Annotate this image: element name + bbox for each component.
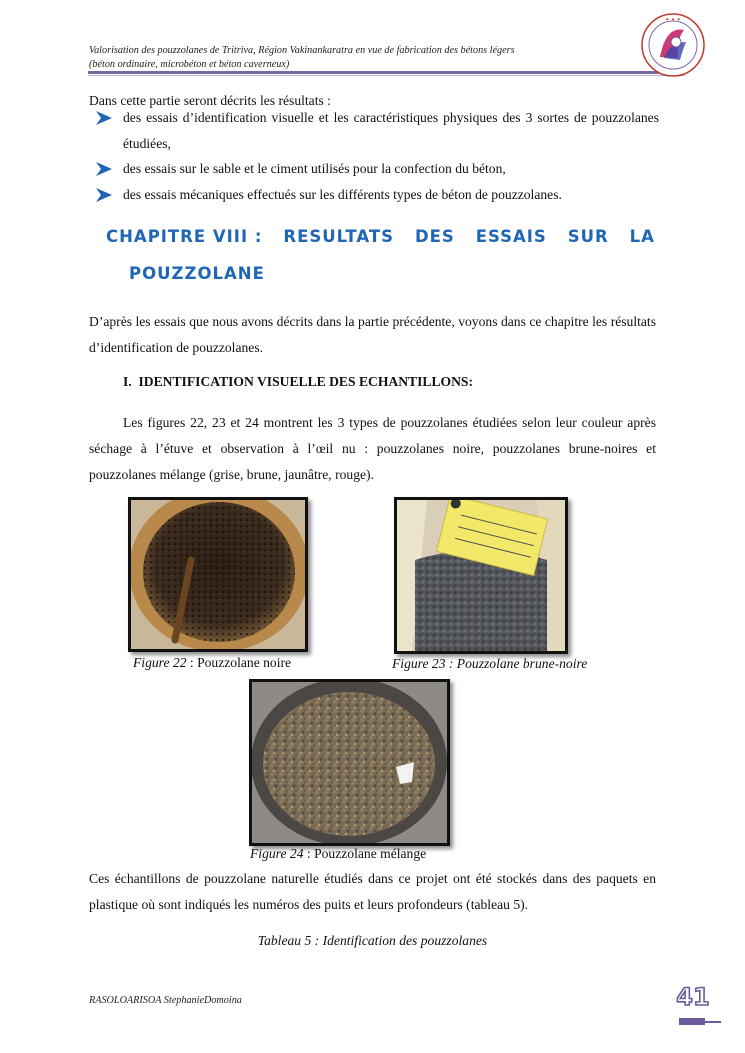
bullet-item	[96, 182, 659, 208]
footer-author: RASOLOARISOA StephanieDomoina	[89, 995, 242, 1006]
chapter-word: DES	[414, 227, 455, 246]
figure-caption-text: : Pouzzolane mélange	[303, 846, 427, 861]
figure-caption-text: : Pouzzolane noire	[186, 655, 292, 670]
paragraph: Ces échantillons de pouzzolane naturelle étudiés dans ce projet ont été stockés dans des paquets en plastique où sont indiqués les numéros des puits et leurs profondeurs (tableau 5).	[89, 871, 656, 912]
figure-24-photo	[249, 679, 450, 846]
page-number	[676, 982, 710, 1010]
section-heading	[123, 374, 473, 390]
arrow-bullet-icon	[96, 162, 112, 176]
page-number-bar-tail	[705, 1021, 721, 1023]
page-number-bar	[679, 1018, 705, 1025]
bullet-text: des essais mécaniques effectués sur les différents types de béton de pouzzolanes.	[123, 187, 562, 202]
university-seal-logo	[640, 12, 706, 78]
chapter-word: ESSAIS	[475, 227, 547, 246]
running-header	[89, 44, 629, 71]
arrow-bullet-icon	[96, 111, 112, 125]
figure-label: Figure 24	[250, 846, 304, 861]
brown-black-pozzolan-image	[397, 500, 565, 651]
figure-label: Figure 22	[133, 655, 187, 670]
header-rule	[88, 71, 685, 74]
mixed-pozzolan-image	[252, 682, 447, 843]
bullet-text: des essais sur le sable et le ciment utilisés pour la confection du béton,	[123, 161, 506, 176]
figure-22-photo	[128, 497, 308, 652]
figure-23-caption	[392, 656, 587, 672]
paragraph: D’après les essais que nous avons décrits dans la partie précédente, voyons dans ce chapitre les résultats d’identification de pouzzolanes.	[89, 314, 656, 355]
chapter-word: RESULTATS	[283, 227, 395, 246]
figure-label: Figure 23 : Pouzzolane brune-noire	[392, 656, 588, 671]
figure-24-caption	[250, 846, 426, 862]
chapter-word: LA	[629, 227, 655, 246]
section-title: IDENTIFICATION VISUELLE DES ECHANTILLONS:	[138, 374, 474, 389]
svg-text:✦ ✦ ✦: ✦ ✦ ✦	[665, 17, 681, 23]
header-line-1: Valorisation des pouzzolanes de Tritriva, Région Vakinankaratra en vue de fabrication des bétons légers	[89, 45, 515, 56]
black-pozzolan-image	[131, 500, 305, 649]
chapter-heading-line-2: POUZZOLANE	[129, 264, 265, 283]
section-number: I.	[123, 374, 132, 389]
chapter-word: CHAPITRE VIII :	[106, 227, 263, 246]
header-rule-thin	[88, 75, 685, 76]
paragraph-text: Les figures 22, 23 et 24 montrent les 3 types de pouzzolanes étudiées selon leur couleur après séchage à l’étuve et observation à l’œil nu : pouzzolanes noire, pouzzolanes brune-noires et pouzzolanes mélange (grise, brune, jaunâtre, rouge).	[89, 415, 656, 482]
intro-line: Dans cette partie seront décrits les résultats :	[89, 93, 331, 108]
bullet-item	[96, 105, 659, 157]
paragraph	[89, 410, 656, 488]
page-number-text: 41	[676, 983, 710, 1010]
header-line-2: (béton ordinaire, microbéton et béton caverneux)	[89, 58, 290, 70]
figure-23-photo	[394, 497, 568, 654]
chapter-heading	[106, 227, 655, 246]
arrow-bullet-icon	[96, 188, 112, 202]
bullet-item	[96, 156, 659, 182]
table-caption: Tableau 5 : Identification des pouzzolanes	[257, 933, 488, 948]
bullet-text: des essais d’identification visuelle et les caractéristiques physiques des 3 sortes de pouzzolanes étudiées,	[123, 110, 659, 151]
chapter-word: SUR	[567, 227, 609, 246]
figure-22-caption	[133, 655, 291, 671]
